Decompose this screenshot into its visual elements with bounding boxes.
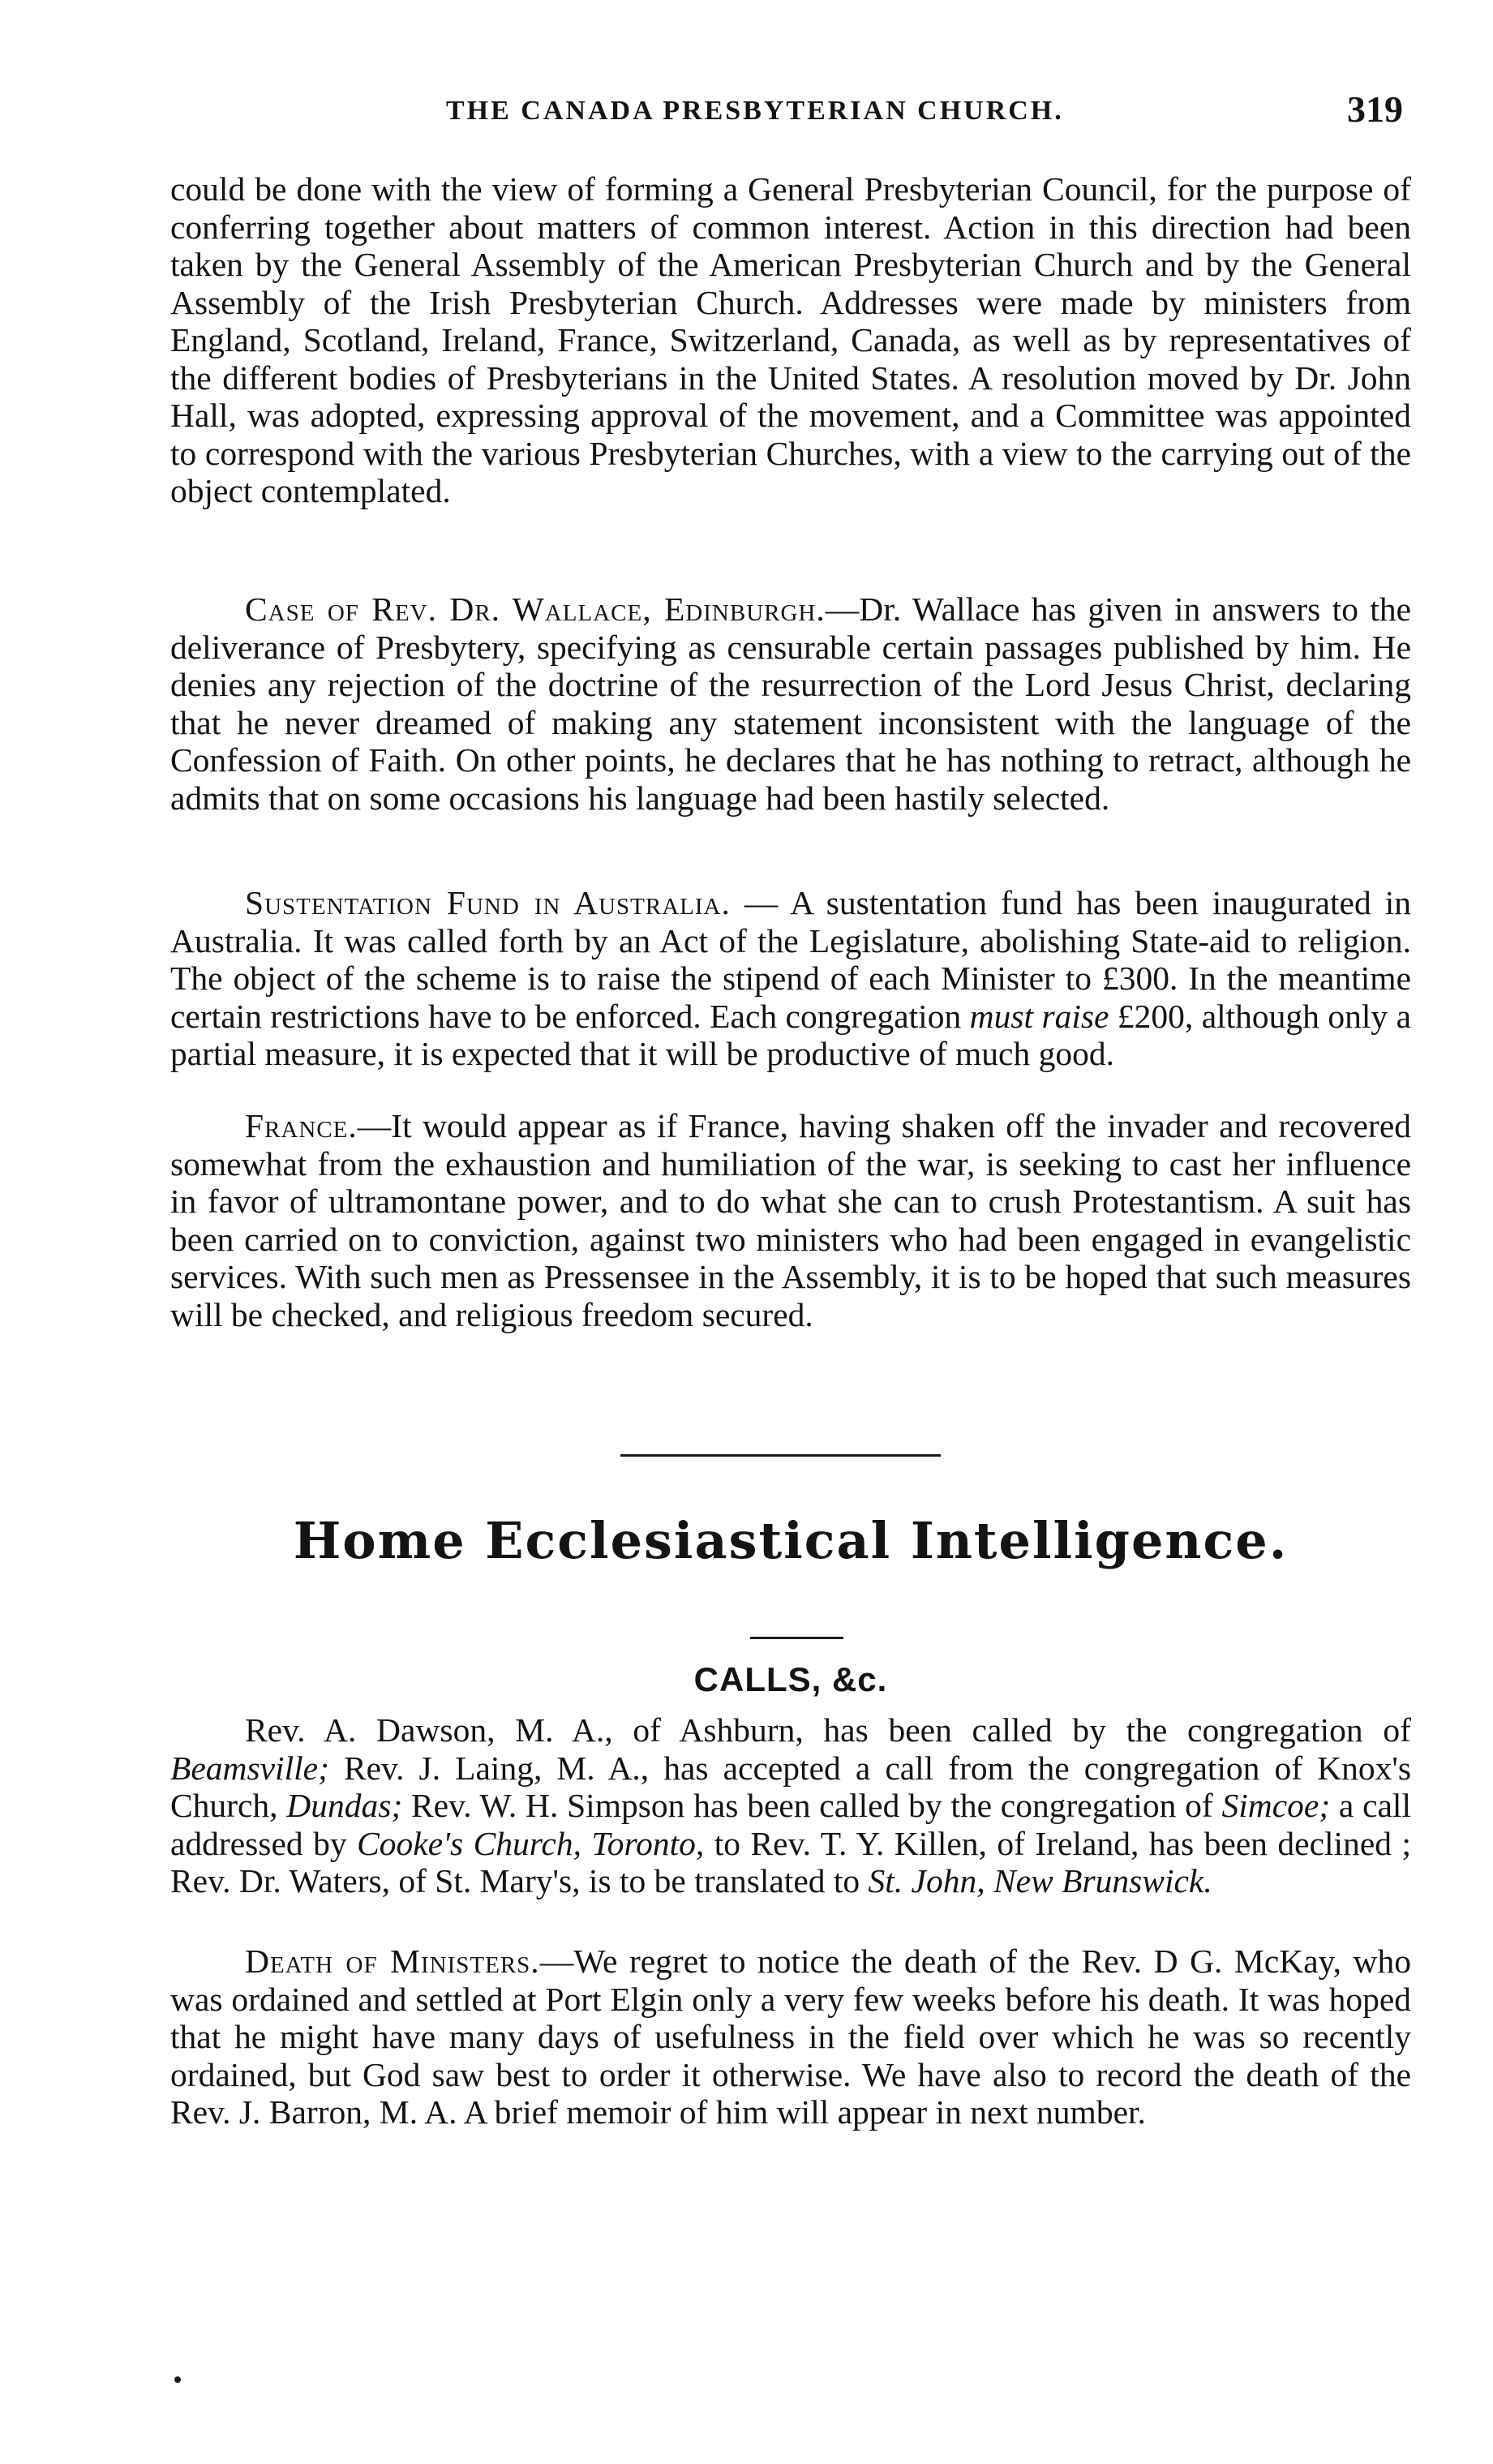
paragraph-council: could be done with the view of forming a General Presbyterian Council, for the purpose of conferring together about matters of common interest. Action in this direction had been taken by the General Assembly of the American Presbyterian Church and by the General Assembly of the Irish Presbyterian Church. Addresses were made by ministers from England, Scotland, Ireland, France, Switzerland, Canada, as well as by representatives of the different bodies of Presbyterians in the United States. A resolution moved by Dr. John Hall, was adopted, expressing approval of the movement, and a Committee was appointed to correspond with the various Presbyterian Churches, with a view to the carrying out of the object contemplated. [170, 170, 1411, 509]
sustentation-text-2: £200, although only a partial measure, it is expected that it will be productive of much good. [170, 997, 1411, 1072]
calls-place-1: Beamsville; [170, 1749, 329, 1787]
document-page [170, 0, 1411, 2464]
calls-place-2: Dundas; [286, 1787, 403, 1824]
sustentation-text-1: — A sustentation fund has been inaugurated in Australia. It was called forth by an Act of the Legislature, abolishing State-aid to religion. The object of the scheme is to raise the stipend of each Minister to £300. In the meantime certain restrictions have to be enforced. Each congregation [170, 884, 1411, 1035]
wallace-heading: Case of Rev. Dr. Wallace, Edinburgh. [245, 590, 826, 628]
calls-text-2: Rev. J. Laing, M. A., has accepted a call from the congregation of Knox's Church, [170, 1749, 1411, 1824]
calls-place-3: Simcoe; [1221, 1787, 1331, 1824]
death-section [170, 1942, 1411, 2131]
running-title: THE CANADA PRESBYTERIAN CHURCH. [446, 96, 1064, 126]
calls-text-4: a call addressed by [170, 1787, 1411, 1862]
death-text: —We regret to notice the death of the Rev. D G. McKay, who was ordained and settled at Port Elgin only a very few weeks before his death. It was hoped that he might have many days of usefulness in the field over which he was so recently ordained, but God saw best to order it otherwise. We have also to record the death of the Rev. J. Barron, M. A. A brief memoir of him will appear in next number. [170, 1942, 1412, 2131]
france-section [170, 1107, 1411, 1333]
calls-text-1: Rev. A. Dawson, M. A., of Ashburn, has been called by the congregation of [245, 1711, 1411, 1749]
sustentation-emphasis: must raise [969, 997, 1109, 1035]
calls-subheading: CALLS, &c. [693, 1660, 888, 1698]
calls-place-4: Cooke's Church, Toronto, [357, 1824, 705, 1862]
sustentation-heading: Sustentation Fund in Australia. [245, 884, 731, 921]
death-heading: Death of Ministers. [245, 1942, 540, 1980]
calls-text-5: to Rev. T. Y. Killen, of Ireland, has been declined ; Rev. Dr. Waters, of St. Mary's, is to be translated to [170, 1824, 1411, 1900]
print-speck [174, 2376, 181, 2383]
sustentation-section [170, 884, 1411, 1073]
paragraph-calls [170, 1711, 1411, 1900]
paragraph-wallace [170, 590, 1411, 817]
section-divider [620, 1454, 941, 1457]
page-number: 319 [1347, 88, 1403, 130]
calls-section [170, 1711, 1411, 1900]
calls-place-5: St. John, New Brunswick. [868, 1862, 1212, 1900]
paragraph-sustentation [170, 884, 1411, 1073]
france-heading: France. [245, 1107, 358, 1144]
wallace-section [170, 590, 1411, 817]
wallace-text: —Dr. Wallace has given in answers to the deliverance of Presbytery, specifying as censurable certain passages published by him. He denies any rejection of the doctrine of the resurrection of the Lord Jesus Christ, declaring that he never dreamed of making any statement inconsistent with the language of the Confession of Faith. On other points, he declares that he has nothing to retract, although he admits that on some occasions his language had been hastily selected. [170, 590, 1412, 817]
running-head [170, 88, 1411, 136]
calls-text-3: Rev. W. H. Simpson has been called by the congregation of [402, 1787, 1222, 1824]
short-divider [750, 1637, 843, 1639]
france-text: —It would appear as if France, having shaken off the invader and recovered somewhat from the exhaustion and humiliation of the war, is seeking to cast her influence in favor of ultramontane power, and to do what she can to crush Protestantism. A suit has been carried on to conviction, against two ministers who had been engaged in evangelistic services. With such men as Pressensee in the Assembly, it is to be hoped that such measures will be checked, and religious freedom secured. [170, 1107, 1411, 1333]
home-intelligence-heading: Home Ecclesiastical Intelligence. [293, 1511, 1289, 1570]
council-section [170, 170, 1411, 510]
paragraph-death [170, 1942, 1411, 2131]
paragraph-france [170, 1107, 1411, 1333]
